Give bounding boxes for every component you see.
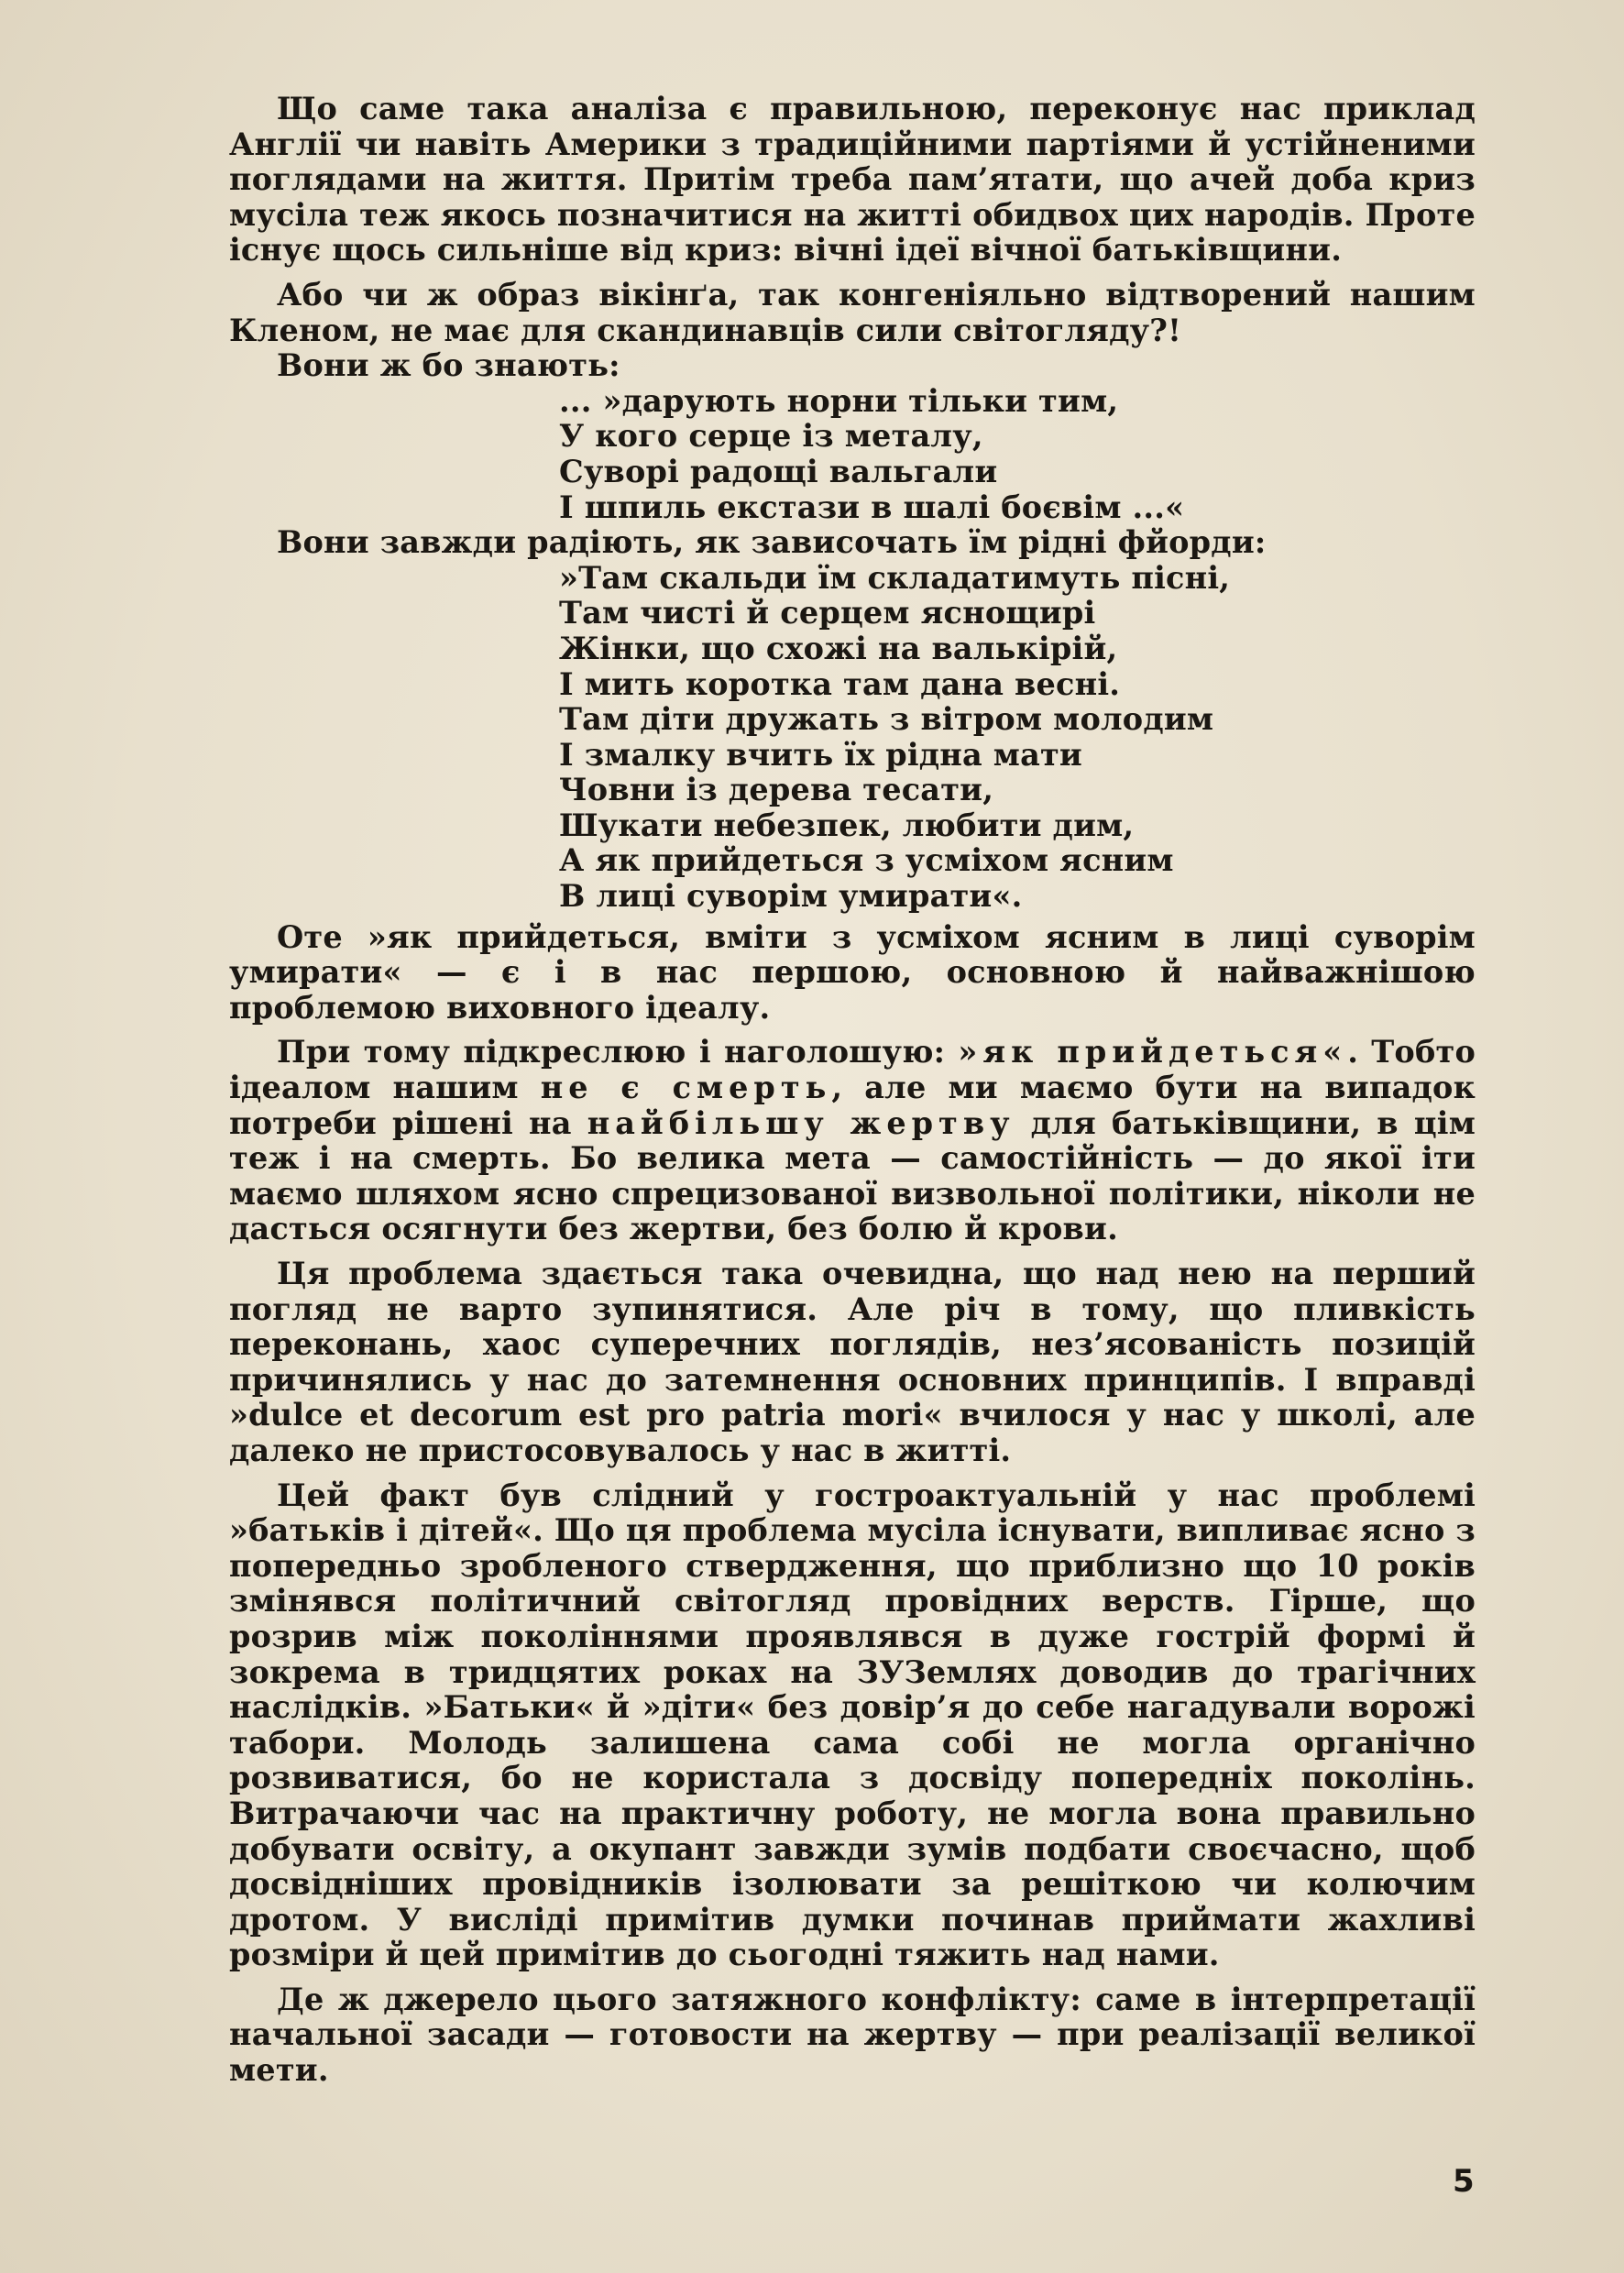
paragraph-2: Або чи ж образ вікінґа, так конгеніяльно відтворений нашим Кленом, не має для скандинавців сили світогляду?! [229, 276, 1476, 348]
verse-line: »Там скальди їм складатимуть пісні, [559, 559, 1231, 596]
verse-line: І змалку вчить їх рідна мати [559, 736, 1082, 773]
paragraph-6-part: . Тобто ідеалом нашим [229, 1034, 1476, 1106]
emphasis-as-it-comes: »як прийдеться« [958, 1034, 1348, 1071]
verse-line: У кого серце із металу, [559, 418, 983, 455]
verse-line: А як прийдеться з усміхом ясним [559, 842, 1174, 879]
verse-line: ... »дарують норни тільки тим, [559, 382, 1119, 419]
paragraph-8: Цей факт був слідний у гостроактуальній у нас проблемі »батьків і дітей«. Що ця проблема мусіла існувати, випливає ясно з попередньо зробленого ствердження, що приблизно що 10 років змінявся політичний світогляд провідних верств. Гірше, що розрив між поколіннями проявлявся в дуже гострій формі й зокрема в тридцятих роках на ЗУЗемлях доводив до трагічних наслідків. »Батьки« й »діти« без довір’я до себе нагадували ворожі табори. Молодь залишена сама собі не могла органічно розвиватися, бо не користала з досвіду попередніх поколінь. Витрачаючи час на практичну роботу, не могла вона правильно добувати освіту, а окупант завжди зумів подбати своєчасно, щоб досвідніших провідників ізолювати за решіткою чи колючим дротом. У висліді примітив думки починав приймати жахливі розміри й цей примітив до сьогодні тяжить над нами. [229, 1477, 1476, 1973]
verse-line: Там чисті й серцем яснощирі [559, 595, 1096, 631]
emphasis-not-death: не є смерть [540, 1070, 832, 1106]
emphasis-greatest-sacrifice: найбільшу жертву [587, 1104, 1015, 1141]
verse-line: В лиці суворім умирати«. [559, 878, 1023, 915]
verse-block-2 [559, 561, 1476, 915]
verse-intro-2: Вони завжди радіють, як зависочать їм рідні фйорди: [277, 524, 1267, 561]
verse-intro-1: Вони ж бо знають: [277, 347, 620, 384]
page-number: 5 [1453, 2163, 1475, 2200]
paragraph-6-part: , але ми маємо бути на випадок потреби рішені на [229, 1070, 1476, 1141]
paragraph-7: Ця проблема здається така очевидна, що над нею на перший погляд не варто зупинятися. Але річ в тому, що пливкість переконань, хаос суперечних поглядів, нез’ясованість позицій причинялись у нас до затемнення основних принципів. І вправді »dulce et decorum est pro patria mori« вчилося у нас у школі, але далеко не пристосовувалось у нас в житті. [229, 1256, 1476, 1468]
paragraph-6 [229, 1035, 1476, 1247]
verse-block-1 [559, 384, 1476, 525]
verse-line: Суворі радощі вальгали [559, 453, 998, 489]
paragraph-5: Оте »як прийдеться, вміти з усміхом ясним в лиці суворім умирати« — є і в нас першою, основною й найважнішою проблемою виховного ідеалу. [229, 918, 1476, 1026]
verse-line: Там діти дружать з вітром молодим [559, 701, 1214, 738]
paragraph-6-part: При тому підкреслюю і наголошую: [277, 1034, 959, 1071]
verse-line: Човни із дерева тесати, [559, 772, 994, 808]
verse-line: Жінки, що схожі на валькірій, [559, 630, 1118, 666]
paragraph-6-part: для батьківщини, в цім теж і на смерть. Бо велика мета — самостійність — до якої іти маємо шляхом ясно спрецизованої визвольної політики, ніколи не дасться осягнути без жертви, без болю й крови. [229, 1104, 1476, 1247]
verse-line: І мить коротка там дана весні. [559, 665, 1121, 702]
verse-line: І шпиль екстази в шалі боєвім ...« [559, 489, 1185, 525]
body-text [229, 92, 1476, 2098]
paragraph-1: Що саме така аналіза є правильною, переконує нас приклад Англії чи навіть Америки з традиційними партіями й устійненими поглядами на життя. Притім треба пам’ятати, що ачей доба криз мусіла теж якось позначитися на житті обидвох цих народів. Проте існує щось сильніше від криз: вічні ідеї вічної батьківщини. [229, 91, 1476, 269]
paragraph-9: Де ж джерело цього затяжного конфлікту: саме в інтерпретації начальної засади — готовости на жертву — при реалізації великої мети. [229, 1981, 1476, 2089]
verse-line: Шукати небезпек, любити дим, [559, 807, 1135, 843]
